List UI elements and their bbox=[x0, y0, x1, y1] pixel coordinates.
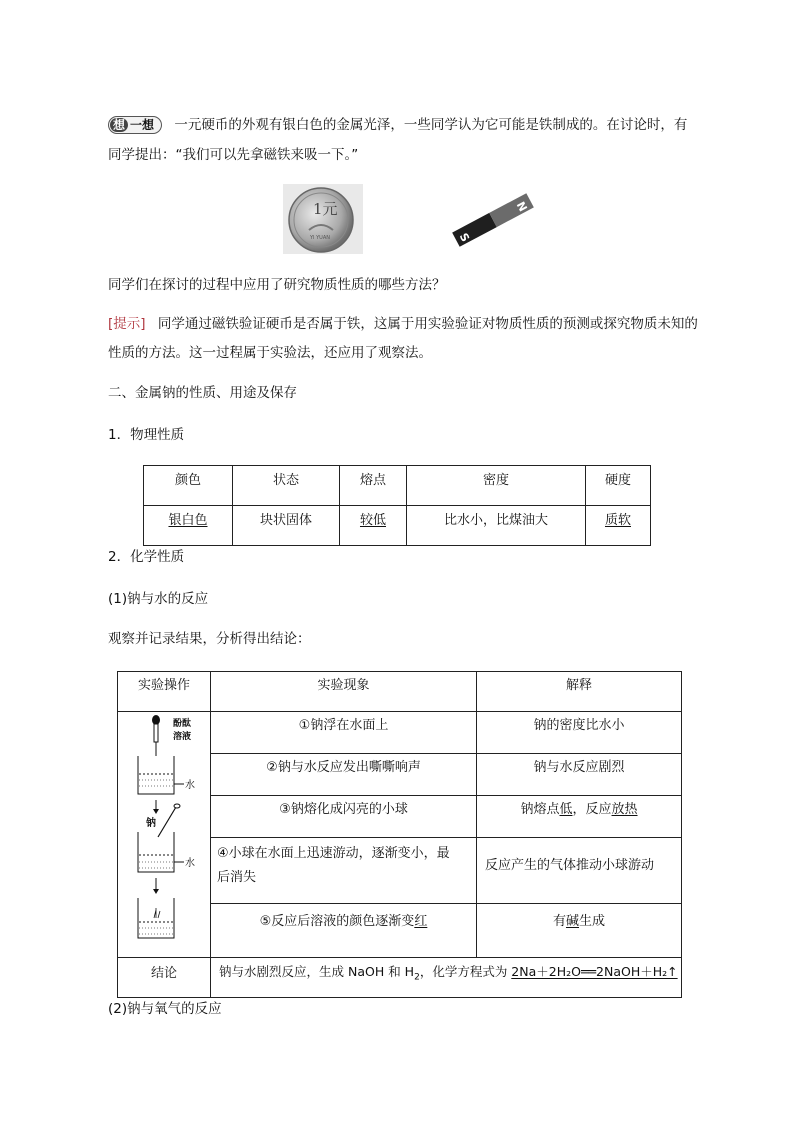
header-state: 状态 bbox=[233, 466, 340, 506]
phenomenon-3: ③钠熔化成闪亮的小球 bbox=[211, 796, 477, 838]
header-color: 颜色 bbox=[144, 466, 233, 506]
phenomenon-2: ②钠与水反应发出嘶嘶响声 bbox=[211, 754, 477, 796]
hint-label: [提示] bbox=[108, 316, 146, 332]
header-operation: 实验操作 bbox=[118, 672, 211, 712]
subsection-2: (2)钠与氧气的反应 bbox=[108, 1001, 222, 1017]
section-two-heading: 二、金属钠的性质、用途及保存 bbox=[108, 385, 297, 401]
value-hardness: 质软 bbox=[604, 513, 631, 528]
chemical-heading: 2．化学性质 bbox=[108, 549, 185, 565]
header-density: 密度 bbox=[407, 466, 586, 506]
conclusion-label: 结论 bbox=[118, 958, 211, 998]
question-text: 同学们在探讨的过程中应用了研究物质性质的哪些方法？ bbox=[108, 277, 446, 293]
explain-2: 钠与水反应剧烈 bbox=[477, 754, 682, 796]
value-state: 块状固体 bbox=[233, 506, 340, 546]
subsection-1: (1)钠与水的反应 bbox=[108, 591, 209, 607]
physical-heading: 1．物理性质 bbox=[108, 427, 185, 443]
table-row bbox=[118, 672, 682, 712]
table-row bbox=[118, 712, 682, 754]
label-phenol: 酚酞 bbox=[173, 719, 192, 729]
coin-value: 1元 bbox=[313, 200, 338, 218]
explain-3: 钠熔点低，反应放热 bbox=[477, 796, 682, 838]
value-density: 比水小，比煤油大 bbox=[443, 513, 548, 528]
magnet-s-label: S bbox=[456, 230, 472, 245]
experiment-diagram bbox=[118, 712, 208, 952]
observe-instruction: 观察并记录结果，分析得出结论： bbox=[108, 631, 311, 647]
experiment-diagram-cell bbox=[118, 712, 211, 958]
label-water: 水 bbox=[185, 780, 195, 791]
label-sodium: 钠 bbox=[146, 818, 156, 829]
coin-small-text: YI YUAN bbox=[310, 235, 330, 241]
label-solution: 溶液 bbox=[173, 732, 192, 742]
explain-5: 有碱生成 bbox=[477, 904, 682, 958]
magnet-n-label: N bbox=[513, 199, 530, 214]
phenomenon-1: ①钠浮在水面上 bbox=[211, 712, 477, 754]
chemical-equation: 2Na＋2H₂O══2NaOH＋H₂↑ bbox=[511, 964, 678, 979]
experiment-table bbox=[117, 671, 682, 998]
think-paragraph-line1: 想 一想 一元硬币的外观有银白色的金属光泽，一些同学认为它可能是铁制成的。在讨论时，有 bbox=[108, 115, 687, 135]
table-row bbox=[144, 466, 651, 506]
think-paragraph-line2: 同学提出：“我们可以先拿磁铁来吸一下。” bbox=[108, 147, 359, 163]
conclusion-text: 钠与水剧烈反应，生成 NaOH 和 $H_2$，化学方程式为 2Na＋2H₂O══2NaOH＋H₂↑ bbox=[211, 958, 682, 998]
phenomenon-5: ⑤反应后溶液的颜色逐渐变红 bbox=[211, 904, 477, 958]
header-melting-point: 熔点 bbox=[340, 466, 407, 506]
bar-magnet-image bbox=[448, 192, 538, 248]
explain-1: 钠的密度比水小 bbox=[477, 712, 682, 754]
value-melting-point: 较低 bbox=[359, 513, 386, 528]
header-phenomenon: 实验现象 bbox=[211, 672, 477, 712]
header-explanation: 解释 bbox=[477, 672, 682, 712]
label-water-2: 水 bbox=[185, 858, 195, 869]
physical-properties-table bbox=[143, 465, 651, 546]
value-color: 银白色 bbox=[168, 513, 208, 528]
explain-4: 反应产生的气体推动小球游动 bbox=[477, 838, 682, 904]
coin-image bbox=[283, 184, 363, 254]
hint-line2: 性质的方法。这一过程属于实验法，还应用了观察法。 bbox=[108, 345, 432, 361]
hint-line1: [提示] 同学通过磁铁验证硬币是否属于铁，这属于用实验验证对物质性质的预测或探究物质未知的 bbox=[108, 316, 698, 332]
table-row bbox=[144, 506, 651, 546]
think-badge: 想 一想 bbox=[108, 116, 162, 134]
header-hardness: 硬度 bbox=[586, 466, 651, 506]
phenomenon-4: ④小球在水面上迅速游动，逐渐变小，最 后消失 bbox=[211, 838, 477, 904]
table-row bbox=[118, 958, 682, 998]
